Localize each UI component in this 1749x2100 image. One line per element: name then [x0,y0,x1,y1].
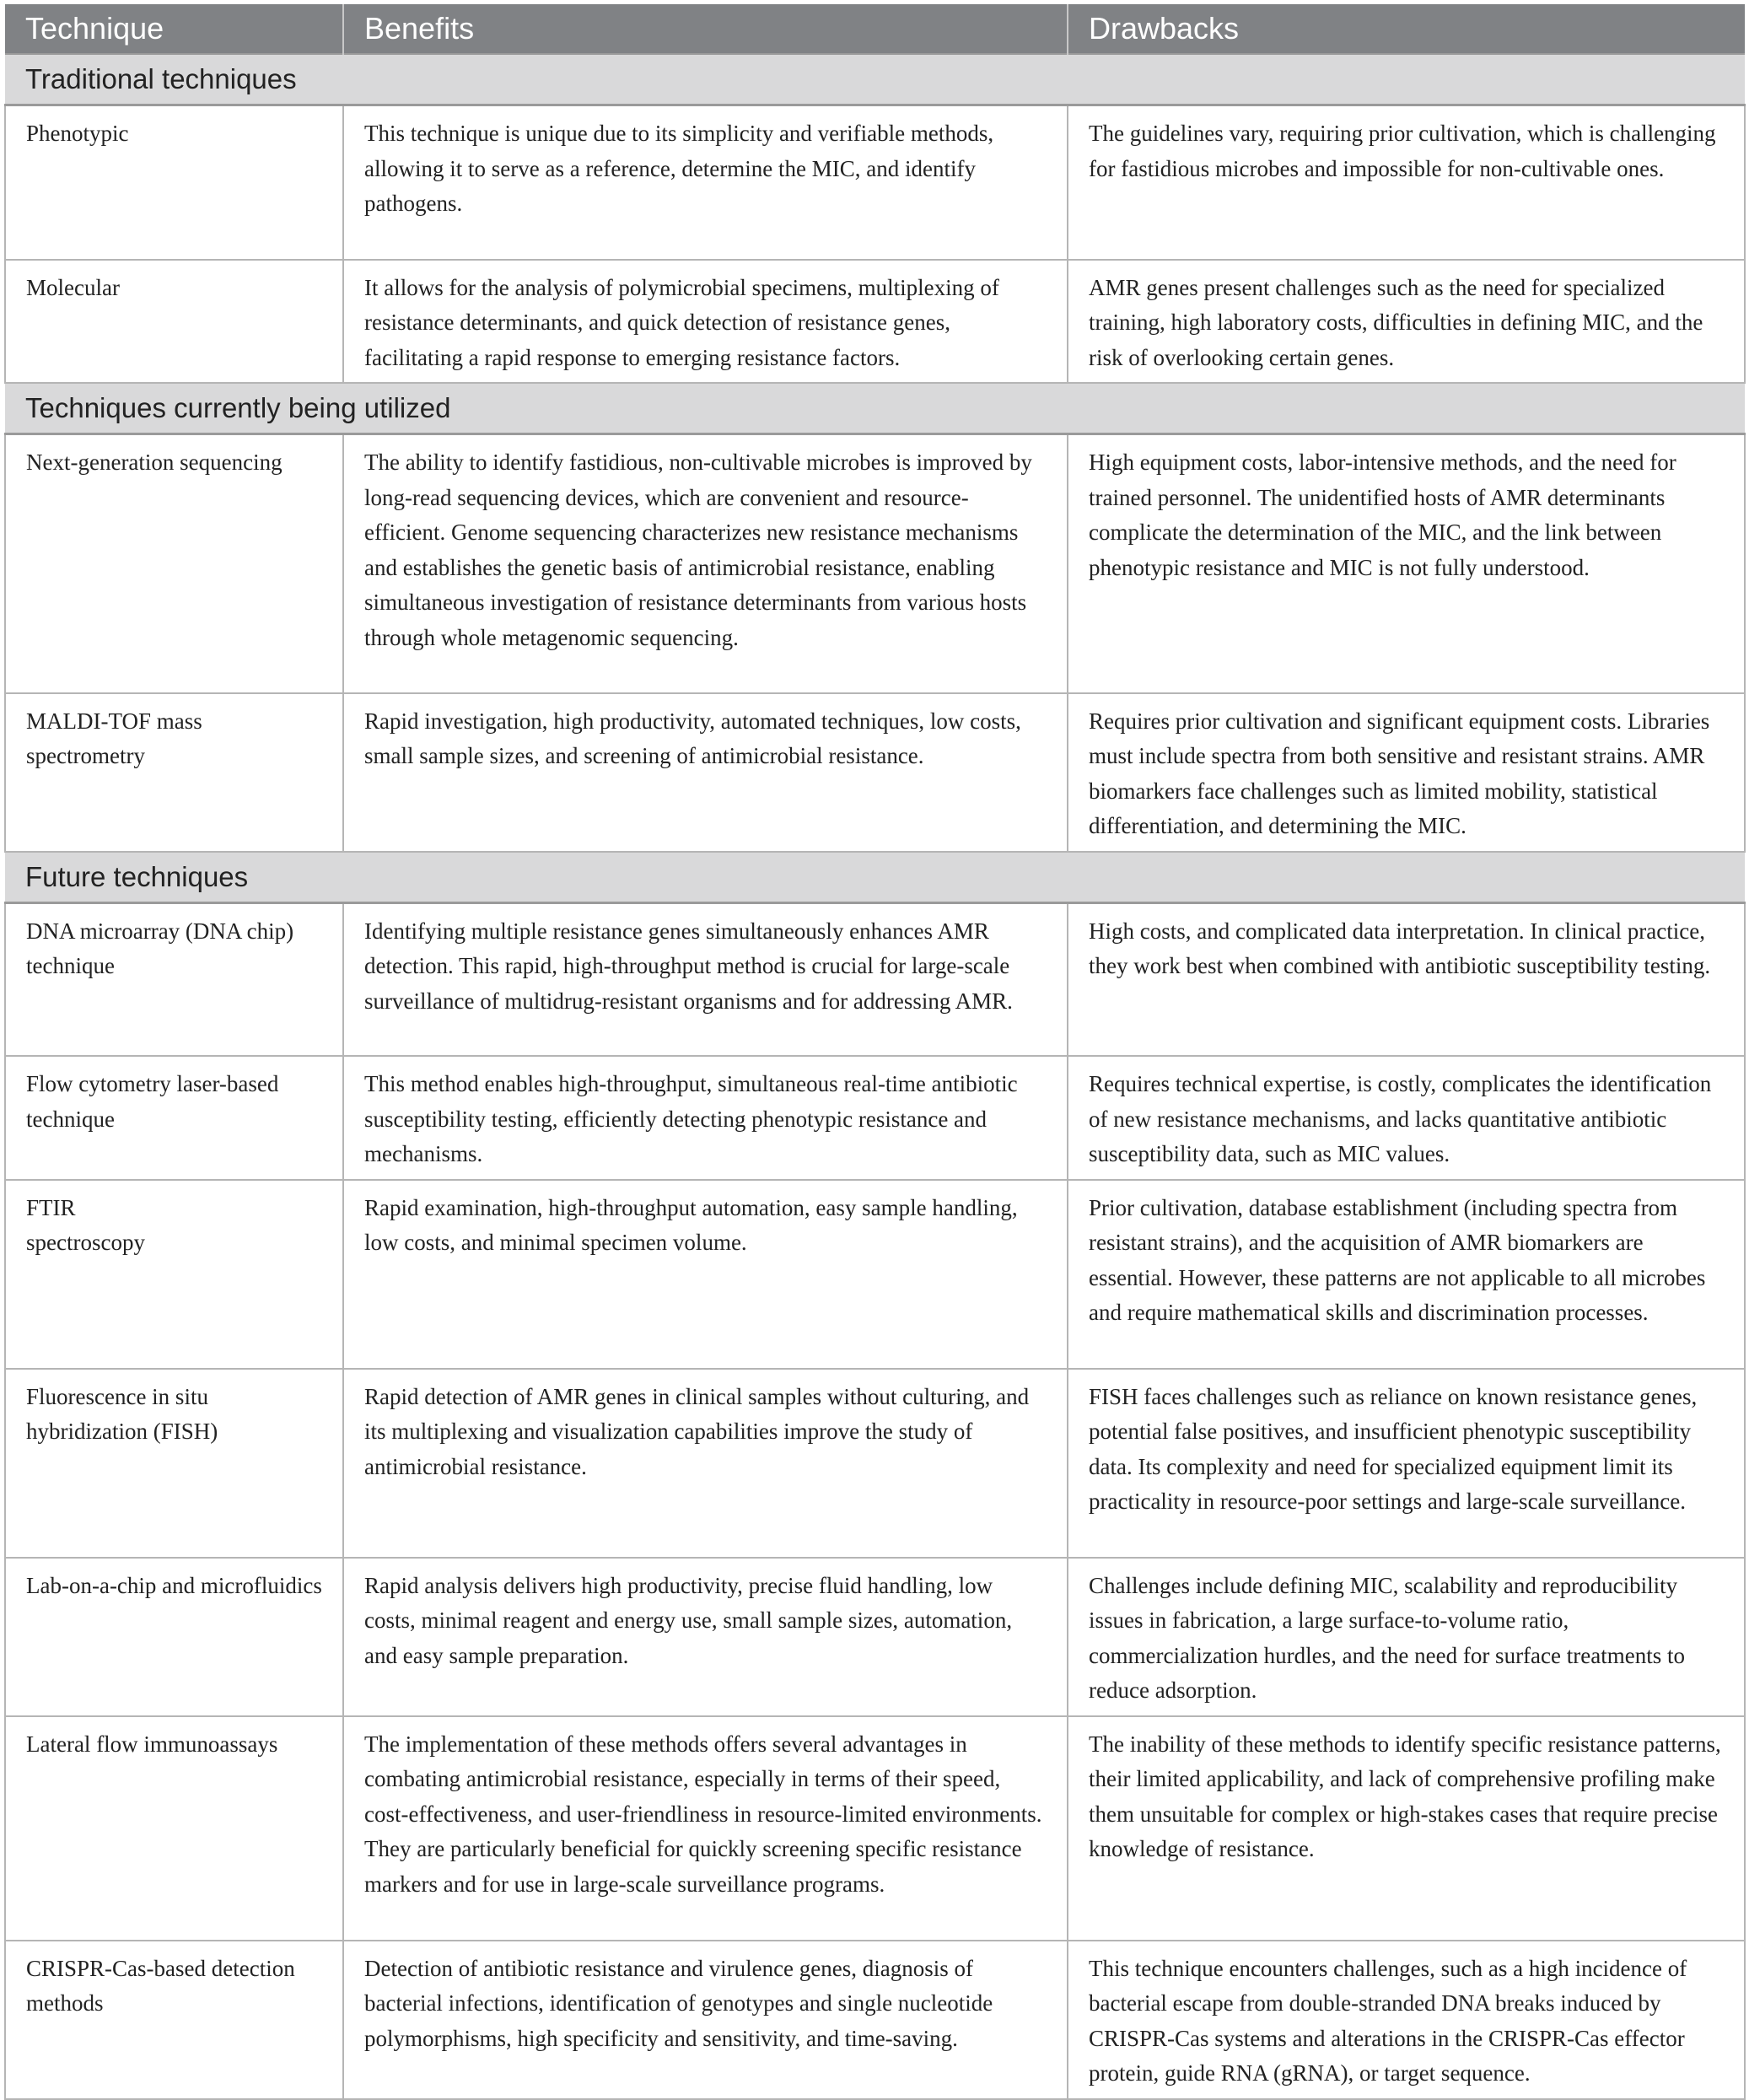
cell-benefits: The implementation of these methods offers several advantages in combating antimicrobial resistance, especially in terms of their speed, cost-effectiveness, and user-friendliness in resource-limited environments. They are particularly beneficial for quickly screening specific resistance markers and for use in large-scale surveillance programs. [343,1716,1068,1941]
header-drawbacks: Drawbacks [1068,4,1745,54]
table-row-ftir [5,1180,1745,1369]
cell-technique: Flow cytometry laser-based technique [5,1056,343,1180]
cell-technique: DNA microarray (DNA chip) technique [5,902,343,1056]
cell-drawbacks: Prior cultivation, database establishment (including spectra from resistant strains), and the acquisition of AMR biomarkers are essential. However, these patterns are not applicable to all microbes and require mathematical skills and discrimination processes. [1068,1180,1745,1369]
header-benefits: Benefits [343,4,1068,54]
cell-technique: MALDI-TOF mass spectrometry [5,693,343,852]
cell-drawbacks: The guidelines vary, requiring prior cultivation, which is challenging for fastidious microbes and impossible for non-cultivable ones. [1068,105,1745,260]
table-row-molecular [5,260,1745,384]
cell-technique: Fluorescence in situ hybridization (FISH) [5,1369,343,1558]
cell-drawbacks: Requires prior cultivation and significant equipment costs. Libraries must include spectra from both sensitive and resistant strains. AMR biomarkers face challenges such as limited mobility, statistical differentiation, and determining the MIC. [1068,693,1745,852]
table-row-maldi-tof [5,693,1745,852]
table-row-fish [5,1369,1745,1558]
cell-benefits: Rapid investigation, high productivity, automated techniques, low costs, small sample sizes, and screening of antimicrobial resistance. [343,693,1068,852]
cell-technique: Lateral flow immunoassays [5,1716,343,1941]
cell-drawbacks: High equipment costs, labor-intensive methods, and the need for trained personnel. The unidentified hosts of AMR determinants complicate the determination of the MIC, and the link between phenotypic resistance and MIC is not fully understood. [1068,434,1745,693]
cell-technique: Lab-on-a-chip and microfluidics [5,1558,343,1716]
cell-technique: Next-generation sequencing [5,434,343,693]
table-row-flow-cytometry [5,1056,1745,1180]
cell-benefits: Rapid examination, high-throughput automation, easy sample handling, low costs, and minimal specimen volume. [343,1180,1068,1369]
table-row-lab-on-a-chip [5,1558,1745,1716]
cell-benefits: Identifying multiple resistance genes simultaneously enhances AMR detection. This rapid, high-throughput method is crucial for large-scale surveillance of multidrug-resistant organisms and for addressing AMR. [343,902,1068,1056]
table-row-lateral-flow [5,1716,1745,1941]
amr-techniques-table [4,4,1746,2100]
cell-benefits: The ability to identify fastidious, non-cultivable microbes is improved by long-read sequencing devices, which are convenient and resource-efficient. Genome sequencing characterizes new resistance mechanisms and establishes the genetic basis of antimicrobial resistance, enabling simultaneous investigation of resistance determinants from various hosts through whole metagenomic sequencing. [343,434,1068,693]
section-title: Traditional techniques [5,54,1745,105]
table-row-phenotypic [5,105,1745,260]
section-title: Future techniques [5,852,1745,903]
cell-drawbacks: High costs, and complicated data interpretation. In clinical practice, they work best when combined with antibiotic susceptibility testing. [1068,902,1745,1056]
cell-drawbacks: FISH faces challenges such as reliance on known resistance genes, potential false positives, and insufficient phenotypic susceptibility data. Its complexity and need for specialized equipment limit its practicality in resource-poor settings and large-scale surveillance. [1068,1369,1745,1558]
cell-drawbacks: Requires technical expertise, is costly, complicates the identification of new resistance mechanisms, and lacks quantitative antibiotic susceptibility data, such as MIC values. [1068,1056,1745,1180]
section-title: Techniques currently being utilized [5,383,1745,434]
header-technique: Technique [5,4,343,54]
cell-drawbacks: AMR genes present challenges such as the need for specialized training, high laboratory costs, difficulties in defining MIC, and the risk of overlooking certain genes. [1068,260,1745,384]
table-row-dna-microarray [5,902,1745,1056]
section-header-traditional [5,54,1745,105]
cell-benefits: This technique is unique due to its simplicity and verifiable methods, allowing it to serve as a reference, determine the MIC, and identify pathogens. [343,105,1068,260]
table-row-crispr-cas [5,1941,1745,2099]
cell-benefits: Detection of antibiotic resistance and virulence genes, diagnosis of bacterial infections, identification of genotypes and single nucleotide polymorphisms, high specificity and sensitivity, and time-saving. [343,1941,1068,2099]
cell-benefits: It allows for the analysis of polymicrobial specimens, multiplexing of resistance determinants, and quick detection of resistance genes, facilitating a rapid response to emerging resistance factors. [343,260,1068,384]
cell-technique: Phenotypic [5,105,343,260]
cell-technique: Molecular [5,260,343,384]
cell-drawbacks: This technique encounters challenges, such as a high incidence of bacterial escape from double-stranded DNA breaks induced by CRISPR-Cas systems and alterations in the CRISPR-Cas effector protein, guide RNA (gRNA), or target sequence. [1068,1941,1745,2099]
comparison-table-container [4,4,1744,2100]
table-header-row [5,4,1745,54]
table-row-ngs [5,434,1745,693]
cell-benefits: Rapid detection of AMR genes in clinical samples without culturing, and its multiplexing and visualization capabilities improve the study of antimicrobial resistance. [343,1369,1068,1558]
cell-drawbacks: Challenges include defining MIC, scalability and reproducibility issues in fabrication, a large surface-to-volume ratio, commercialization hurdles, and the need for surface treatments to reduce adsorption. [1068,1558,1745,1716]
cell-drawbacks: The inability of these methods to identify specific resistance patterns, their limited applicability, and lack of comprehensive profiling make them unsuitable for complex or high-stakes cases that require precise knowledge of resistance. [1068,1716,1745,1941]
section-header-future [5,852,1745,903]
cell-technique: FTIR spectroscopy [5,1180,343,1369]
section-header-current [5,383,1745,434]
cell-benefits: Rapid analysis delivers high productivity, precise fluid handling, low costs, minimal reagent and energy use, small sample sizes, automation, and easy sample preparation. [343,1558,1068,1716]
cell-technique: CRISPR-Cas-based detection methods [5,1941,343,2099]
cell-benefits: This method enables high-throughput, simultaneous real-time antibiotic susceptibility testing, efficiently detecting phenotypic resistance and mechanisms. [343,1056,1068,1180]
